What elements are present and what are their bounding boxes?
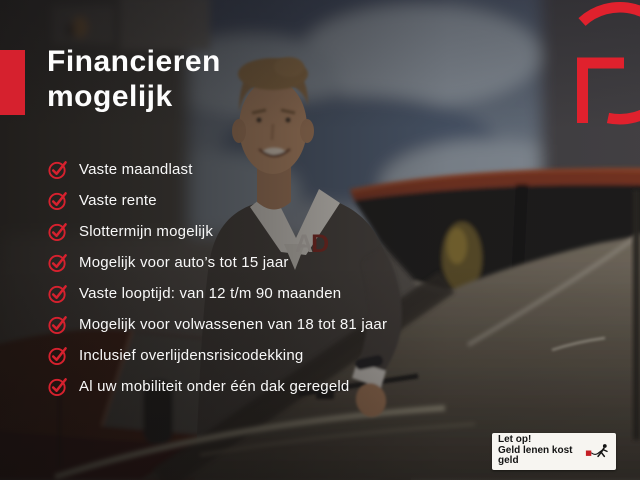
- page-title-line2: mogelijk: [47, 80, 173, 113]
- check-circle-icon: [47, 314, 68, 335]
- benefit-label: Vaste maandlast: [79, 161, 193, 178]
- benefit-item: [47, 216, 387, 247]
- benefit-item: [47, 154, 387, 185]
- page-title: [47, 44, 221, 114]
- benefit-item: [47, 247, 387, 278]
- check-circle-icon: [47, 376, 68, 397]
- credit-warning-line2: Geld lenen kost geld: [498, 444, 573, 466]
- benefit-item: [47, 309, 387, 340]
- credit-warning-text: [498, 435, 582, 467]
- person-dragging-debt-icon: [585, 443, 612, 458]
- benefit-label: Mogelijk voor auto’s tot 15 jaar: [79, 254, 289, 271]
- benefit-item: [47, 340, 387, 371]
- benefits-list: [47, 154, 387, 402]
- benefit-label: Slottermijn mogelijk: [79, 223, 214, 240]
- check-circle-icon: [47, 345, 68, 366]
- page-title-line1: Financieren: [47, 45, 221, 78]
- benefit-label: Al uw mobiliteit onder één dak geregeld: [79, 378, 350, 395]
- benefit-label: Mogelijk voor volwassenen van 18 tot 81 jaar: [79, 316, 388, 333]
- check-circle-icon: [47, 221, 68, 242]
- check-circle-icon: [47, 252, 68, 273]
- brand-logo-arc-icon: [562, 0, 640, 126]
- benefit-label: Vaste rente: [79, 192, 157, 209]
- credit-warning-line1: Let op!: [498, 434, 532, 445]
- benefit-item: [47, 371, 387, 402]
- check-circle-icon: [47, 159, 68, 180]
- check-circle-icon: [47, 190, 68, 211]
- check-circle-icon: [47, 283, 68, 304]
- benefit-item: [47, 278, 387, 309]
- benefit-item: [47, 185, 387, 216]
- benefit-label: Vaste looptijd: van 12 t/m 90 maanden: [79, 285, 342, 302]
- accent-bar: [0, 50, 25, 115]
- benefit-label: Inclusief overlijdensrisicodekking: [79, 347, 304, 364]
- credit-warning-badge: [492, 433, 616, 470]
